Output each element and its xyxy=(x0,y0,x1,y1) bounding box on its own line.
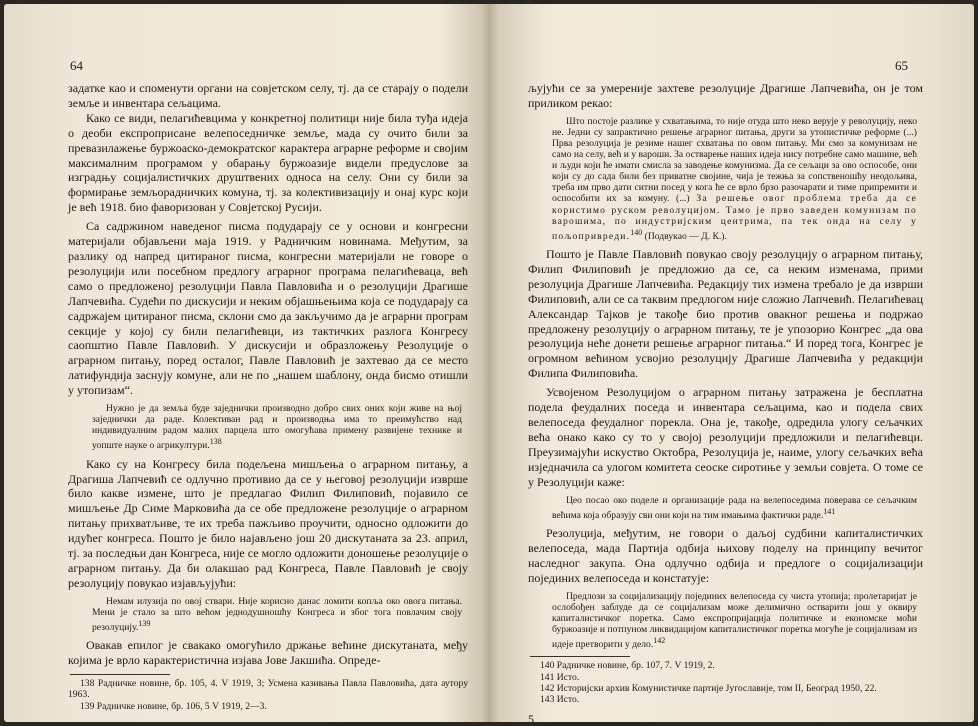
paragraph: задатке као и споменути органи на совјетском селу, тј. да се старају о подели земље и инвентара сељацима. xyxy=(68,81,468,110)
right-page-body xyxy=(528,81,923,722)
footnotes xyxy=(528,660,923,706)
footnote-divider xyxy=(70,674,170,675)
paragraph: Пошто је Павле Павловић повукао своју резолуцију о аграрном питању, Филип Филиповић је предложио да се, са неким изменама, прими резолуција Драгише Лапчевића. Редакцију тих измена требало је да изврши Филиповић, али се са таквим предлогом није сложио Лапчевић. Пелагићевац Александар Тајков је такође био против овакног решења и подржао предложену резолуцију о аграрном питању, те је упозорио Конгрес „да ова резолуција неће донети решење аграрног питања.“ И поред тога, Конгрес је огромном већином усвојио резолуцију Драгише Лапчевића у редакцији Филипа Филиповића. xyxy=(528,247,923,381)
footnote: 141 Исто. xyxy=(540,671,580,683)
footnote-ref: 140 xyxy=(630,227,643,237)
footnote-ref: 142 xyxy=(653,635,666,645)
paragraph: Како се види, пелагићевцима у конкретној политици није била туђа идеја о деоби експроприсане велепоседничке земље, мада су очито били за превазилажење буржоаско-демократског карактера аграрне реформе и својим максималним програмом у обарању буржоазије видели предуслове за изградњу социјалистичких друштвених односа на селу. Они су били за формирање земљорадничких комуна, тј. за колективизацију и онај курс који је већ 1918. био фаворизован у Совјетској Русији. xyxy=(68,110,468,215)
footnote: 139 Радничке новине, бр. 106, 5 V 1919, 2—3. xyxy=(80,700,267,712)
block-quote xyxy=(552,591,917,651)
quote-text: Што постоје разлике у схватањима, то није отуда што неко верује у револуцију, неко не. Једни су запрактично решење аграрног питања, други за утопистичке реформе (...) Прва резолуција је резиме нашег схватања по овом питању. Ми смо за комунизам не само на селу, већ и у вароши. За остварење наших идеја нису потребне само машине, већ и људи који ће имати смисла за заводење комунизма. Да се сељаци за ово оспособе, они који су до сада били без приватне својине, чија је тежња за сопственошћу неодољива, треба им прво дати ситни посед у кога ће се врло брзо разочарати и тиме припремити и оспособити их за комуну. (...) xyxy=(552,115,917,205)
block-quote xyxy=(92,596,462,633)
page-number-right: 65 xyxy=(895,58,908,73)
page-number-left: 64 xyxy=(70,58,83,73)
footnote: 142 Историјски архив Комунистичке партије Југославије, том II, Београд 1950, 22. xyxy=(540,683,877,694)
quote-text: Цео посао око поделе и организације рада на велепоседима поверава се сељачким већима која образују сви они који на тим имањима фактички раде. xyxy=(552,494,917,521)
footnote-ref: 141 xyxy=(823,506,836,516)
quote-text: Немам илузија по овој ствари. Није корисно данас ломити копља око овога питања. Мени је стало за што већом једнодушношћу Конгреса и због тога повлачим своју резолуцију. xyxy=(92,595,462,634)
paragraph: Резолуција, међутим, не говори о даљој судбини капиталистичких велепоседа, мада Партија одбија њихову поделу на принципу вечитог наследног закупа. Она одлучно одбија и предлоге о социјализацији појединих велепоседа и констатује: xyxy=(528,525,923,585)
paragraph: Са садржином наведеног писма подударају се у основи и конгресни материјали објављени маја 1919. у Радничким новинама. Међутим, за разлику од напред цитираног писма, конгресни материјали не говоре о резолуцији или посебном предлогу аграрног програма пелагићеваца, већ само о предложеној резолуцији Павла Павловића и о резолуцији Драгише Лапчевића. Судећи по дискусији и неким објашњењима која се подударају са садржајем цитираног писма, склони смо да закључимо да је аграрни програм секције у којој су били пелагићевци, из тактичких разлога Конгресу саопштио Павле Павловић. У дискусији и образложењу Резолуције о аграрном питању, поред осталог, Павле Павловић је захтевао да се место латифундија заснују комуне, али не по „нашем шаблону, онда бисмо отишли у утопизам“. xyxy=(68,219,468,398)
footnote: 140 Радничке новине, бр. 107, 7. V 1919, 2. xyxy=(540,660,715,672)
quote-spaced-text: За решење овог проблема треба да се користимо руском револуцијом. Тамо је прво заведен комунизам по варошима, по индустријским центрима, па тек онда на селу у пољопривреди. xyxy=(552,193,918,242)
right-page xyxy=(490,4,974,722)
quote-text: Нужно је да земља буде заједнички производно добро свих оних који живе на њој заједнички да раде. Колективан рад и производња има то преимућство над индивидуалним радом малих парцела што омогућава примену развијене технике и уопште науке о агрикултури. xyxy=(92,403,462,452)
footnote-ref: 138 xyxy=(209,437,222,447)
signature-mark: 5 xyxy=(528,711,534,722)
footnote: 143 Исто. xyxy=(540,694,580,706)
paragraph: Како су на Конгресу била подељена мишљења о аграрном питању, а Драгиша Лапчевић се одлучно противио да се у његовој резолуцији изврше било какве измене, што је предлагао Филип Филиповић, појавило се мишљење Др Симе Марковића да се обе предложене резолуције о аграрном питању прихватљиве, те их треба пажљиво проучити, односно одложити до идућег конгреса. Пошто је било најављено још 20 дискутаната за 23. април, тј. за последњи дан Конгреса, није се могло одложити доношење резолуције о аграрном питању. Да би олакшао рад Конгреса, Павле Павловић је своју резолуцију повукао изјављујући: xyxy=(68,456,468,590)
book-spread xyxy=(4,4,974,722)
left-page xyxy=(4,4,484,722)
quote-text: Предлози за социјализацију појединих велепоседа су чиста утопија; пролетаријат је ослобођен заблуде да се социјализам може делимично остварити још у оквиру капиталистичког поретка. Само експропријација политичке и економске моћи буржоазије и потпуном ликвидацијом капиталистичког поретка могуће је социјализам из идеје претворити у дело. xyxy=(552,590,917,651)
block-quote xyxy=(92,403,462,452)
footnote-ref: 139 xyxy=(138,618,151,628)
quote-signature: (Подвукао — Д. К.). xyxy=(644,230,727,242)
paragraph: љујући се за умереније захтеве резолуције Драгише Лапчевића, он је том приликом рекао: xyxy=(528,81,923,110)
left-page-body xyxy=(68,81,468,712)
paragraph: Усвојеном Резолуцијом о аграрном питању затражена је бесплатна подела феудалних поседа и инвентара сељацима, као и подела свих велепоседа феудалног порекла. Она је, такође, одредила улогу сељачких већа онако како су то у својој резолуцији предложили и пелагићевци. Преузимајући искуство Октобра, Резолуција је, наиме, улогу сељачких већа изједначила са улогом комитета сеоске сиротиње у земљи совјета. О томе се у Резолуцији каже: xyxy=(528,385,923,489)
footnote: 138 Радничке новине, бр. 105, 4. V 1919, 3; Усмена казивања Павла Павловића, дата аутору 1963. xyxy=(68,678,468,701)
block-quote xyxy=(552,116,917,242)
footnote-divider xyxy=(530,656,630,657)
footnotes xyxy=(68,678,468,712)
block-quote xyxy=(552,495,917,521)
paragraph: Овакав епилог је свакако омогућило држање већине дискутаната, међу којима је врло карактеристична изјава Јове Јакшића. Опреде- xyxy=(68,638,468,668)
